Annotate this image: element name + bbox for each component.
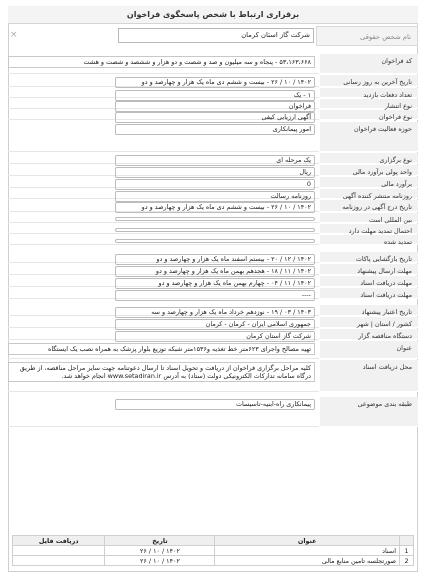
- detail-value-cell: [8, 99, 319, 109]
- table-row[interactable]: [13, 546, 414, 556]
- detail-row: [8, 235, 418, 245]
- detail-label: نوع فراخوان: [320, 110, 418, 120]
- contact-select[interactable]: شرکت گاز استان کرمان: [118, 28, 314, 43]
- detail-label: مهلت دریافت اسناد: [320, 288, 418, 299]
- detail-value: امور پیمانکاری: [115, 124, 315, 135]
- detail-value-cell: [8, 288, 319, 299]
- detail-row: [8, 252, 418, 263]
- detail-value-cell: [8, 200, 319, 212]
- detail-label: کد فراخوان: [320, 54, 418, 74]
- detail-value: پیمانکاری راه-ابنیه-تاسیسات: [115, 399, 315, 410]
- detail-value: ۱۴۰۳ / ۰۳ / ۱۹ - نوزدهم خرداد ماه یک هزار و چهارصد و سه: [115, 307, 315, 318]
- detail-value: تهیه مصالح واجرای ۶۲۳متر خط تغذیه و۱۵۳۶متر شبکه توزیع بلوار پزشک به همراه نصب یک ایستگاه: [8, 343, 315, 355]
- detail-label: عنوان: [320, 341, 418, 359]
- detail-row: [8, 397, 418, 427]
- detail-row: [8, 110, 418, 120]
- contact-label: نام شخص حقوقی: [316, 26, 418, 46]
- col-download: دریافت فایل: [13, 536, 105, 546]
- row-number: 1: [400, 546, 414, 556]
- detail-value-cell: [8, 397, 319, 427]
- detail-value-cell: [8, 110, 319, 120]
- documents-table: [12, 535, 414, 566]
- detail-value: یک مرحله ای: [115, 155, 315, 166]
- detail-row: [8, 264, 418, 275]
- detail-value: 0: [115, 179, 315, 190]
- detail-row: [8, 288, 418, 299]
- detail-value-cell: [8, 235, 319, 245]
- detail-value-cell: [8, 252, 319, 263]
- detail-value-cell: [8, 305, 319, 316]
- detail-row: [8, 276, 418, 287]
- row-number: 2: [400, 556, 414, 566]
- detail-value: کلیه مراحل برگزاری فراخوان از دریافت و تحویل اسناد تا ارسال دعوتنامه جهت سایر مراحل مناقصه، از طریق درگاه سامانه تدارکات الکترونیکی دولت (ستاد) به آدرس www.setadiran.ir انجام خواهد شد.: [8, 362, 315, 382]
- detail-row: [8, 360, 418, 392]
- detail-value-cell: [8, 88, 319, 98]
- detail-row: [8, 224, 418, 234]
- detail-label: روزنامه منتشر کننده آگهی: [320, 189, 418, 199]
- detail-label: مهلت ارسال پیشنهاد: [320, 264, 418, 275]
- detail-row: [8, 317, 418, 328]
- detail-row: [8, 329, 418, 340]
- detail-label: نوع انتشار: [320, 99, 418, 109]
- detail-label: تاریخ اعتبار پیشنهاد: [320, 305, 418, 316]
- detail-value: ۱۴۰۲ / ۱۰ / ۲۶ - بیست و ششم دی ماه یک هزار و چهارصد و دو: [115, 77, 315, 88]
- detail-label: تاریخ آخرین به روز رسانی: [320, 75, 418, 87]
- detail-label: طبقه بندی موضوعی: [320, 397, 418, 427]
- detail-row: [8, 189, 418, 199]
- detail-label: مهلت دریافت اسناد: [320, 276, 418, 287]
- detail-value-cell: [8, 224, 319, 234]
- detail-value: روزنامه رسالت: [115, 191, 315, 202]
- detail-value: ۵۳،۱۶۳،۶۶۸ - پنجاه و سه میلیون و صد و شصت و دو هزار و ششصد و شصت و هشت: [8, 56, 315, 68]
- detail-label: تعداد دفعات بازدید: [320, 88, 418, 98]
- detail-value: [115, 217, 315, 221]
- row-date: ۱۴۰۲ / ۱۰ / ۲۶: [105, 556, 215, 566]
- detail-value-cell: [8, 122, 319, 152]
- detail-label: دستگاه مناقصه گزار: [320, 329, 418, 340]
- detail-row: [8, 305, 418, 316]
- table-header-row: [13, 536, 414, 546]
- detail-value-cell: [8, 329, 319, 340]
- detail-label: بین المللی است: [320, 213, 418, 223]
- detail-value: ریال: [115, 167, 315, 178]
- detail-value: ۱۴۰۲ / ۱۰ / ۲۶ - بیست و ششم دی ماه یک هزار و چهارصد و دو: [115, 202, 315, 213]
- detail-value: آگهی ارزیابی کیفی: [115, 112, 315, 123]
- detail-value-cell: [8, 341, 319, 359]
- detail-value: ۱۴۰۲ / ۱۱ / ۰۴ - چهارم بهمن ماه یک هزار و چهارصد و دو: [115, 278, 315, 289]
- detail-value-cell: [8, 189, 319, 199]
- detail-value: [115, 228, 315, 232]
- detail-row: [8, 213, 418, 223]
- detail-label: تاریخ درج آگهی در روزنامه: [320, 200, 418, 212]
- download-cell[interactable]: [13, 556, 105, 566]
- detail-value-cell: [8, 317, 319, 328]
- detail-label: احتمال تمدید مهلت دارد: [320, 224, 418, 234]
- detail-value-cell: [8, 165, 319, 176]
- detail-value-cell: [8, 213, 319, 223]
- detail-value: ۱ - یک: [115, 90, 315, 101]
- detail-value: شرکت گاز استان کرمان: [115, 331, 315, 342]
- download-cell[interactable]: [13, 546, 105, 556]
- detail-value: فراخوان: [115, 101, 315, 112]
- detail-row: [8, 99, 418, 109]
- col-number: [400, 536, 414, 546]
- detail-value-cell: [8, 360, 319, 392]
- col-date: تاریخ: [105, 536, 215, 546]
- close-icon[interactable]: ×: [10, 30, 18, 40]
- detail-label: نوع برگزاری: [320, 153, 418, 164]
- detail-value-cell: [8, 177, 319, 188]
- detail-value: ----: [115, 290, 315, 301]
- detail-row: [8, 341, 418, 359]
- col-title: عنوان: [215, 536, 400, 546]
- detail-label: محل دریافت اسناد: [320, 360, 418, 392]
- detail-row: [8, 88, 418, 98]
- detail-row: [8, 153, 418, 164]
- detail-row: [8, 165, 418, 176]
- table-row[interactable]: [13, 556, 414, 566]
- detail-value-cell: [8, 153, 319, 164]
- row-date: ۱۴۰۲ / ۱۰ / ۲۶: [105, 546, 215, 556]
- detail-row: [8, 54, 418, 74]
- panel-header: برقراری ارتباط با شخص پاسخگوی فراخوان: [8, 6, 418, 24]
- detail-value-cell: [8, 264, 319, 275]
- detail-value: [115, 239, 315, 243]
- contact-row: [8, 26, 418, 48]
- detail-label: تاریخ بازگشایی پاکات: [320, 252, 418, 263]
- detail-value-cell: [8, 276, 319, 287]
- detail-label: واحد پولی برآورد مالی: [320, 165, 418, 176]
- detail-row: [8, 177, 418, 188]
- detail-label: تمدید شده: [320, 235, 418, 245]
- detail-value-cell: [8, 75, 319, 87]
- detail-value: ۱۴۰۲ / ۱۲ / ۲۰ - بیستم اسفند ماه یک هزار و چهارصد و دو: [115, 254, 315, 265]
- detail-value: ۱۴۰۲ / ۱۱ / ۱۸ - هجدهم بهمن ماه یک هزار و چهارصد و دو: [115, 266, 315, 277]
- detail-label: حوزه فعالیت فراخوان: [320, 122, 418, 152]
- detail-row: [8, 75, 418, 87]
- row-title: صورتجلسه تامین منابع مالی: [215, 556, 400, 566]
- row-title: اسناد: [215, 546, 400, 556]
- detail-row: [8, 122, 418, 152]
- detail-label: برآورد مالی: [320, 177, 418, 188]
- detail-row: [8, 200, 418, 212]
- detail-value: جمهوری اسلامی ایران - کرمان - کرمان: [115, 319, 315, 330]
- detail-value-cell: [8, 54, 319, 74]
- detail-label: کشور / استان | شهر: [320, 317, 418, 328]
